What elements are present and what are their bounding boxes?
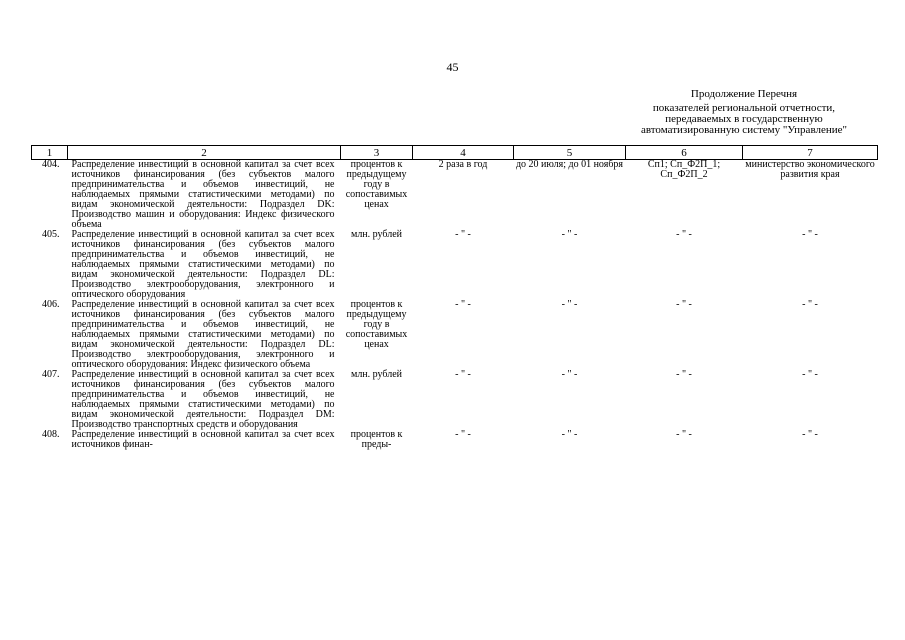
- header-row: [32, 146, 878, 160]
- row-number: 404.: [42, 159, 60, 170]
- deadline-cell: до 20 июля; до 01 ноября: [515, 159, 624, 170]
- responsible-cell: - " -: [802, 369, 818, 380]
- row-number: 407.: [42, 369, 60, 380]
- unit-cell: процентов к преды-: [350, 429, 403, 450]
- header-cell: 3: [341, 146, 413, 160]
- unit-cell: процентов к предыдущему году в сопоставимых ценах: [345, 159, 408, 210]
- page-number: 45: [446, 60, 459, 74]
- form-cell: - " -: [676, 369, 692, 380]
- responsible-cell: - " -: [802, 229, 818, 240]
- indicator-name: Распределение инвестиций в основной капитал за счет всех источников финансирования (без субъектов малого предпринимательства и объемов инвестиций, не наблюдаемых прямыми статистическими методами) по видам экономической деятельности: Подраздел DL: Производство электрооборудования, электронного и оптического оборудования: [71, 229, 335, 300]
- indicator-name: Распределение инвестиций в основной капитал за счет всех источников финансирования (без субъектов малого предпринимательства и объемов инвестиций, не наблюдаемых прямыми статистическими методами) по видам экономической деятельности: Подраздел DL: Производство электрооборудования, электронного и оптического оборудования: Индекс физического объема: [71, 299, 335, 370]
- deadline-cell: - " -: [561, 229, 578, 240]
- caption-title: Продолжение Перечня: [690, 88, 798, 100]
- table-row: [32, 430, 878, 450]
- row-number: 408.: [42, 429, 60, 440]
- indicators-table: [31, 145, 878, 450]
- row-number: 406.: [42, 299, 60, 310]
- indicator-name: Распределение инвестиций в основной капитал за счет всех источников финан-: [71, 429, 335, 450]
- caption-line: автоматизированную систему "Управление": [640, 124, 848, 136]
- form-cell: Сп1; Сп_Ф2П_1; Сп_Ф2П_2: [647, 159, 721, 180]
- deadline-cell: - " -: [561, 299, 578, 310]
- row-number: 405.: [42, 229, 60, 240]
- responsible-cell: министерство экономического развития края: [745, 159, 875, 180]
- table-row: [32, 300, 878, 370]
- header-cell: 6: [626, 146, 743, 160]
- frequency-cell: - " -: [455, 429, 471, 440]
- unit-cell: млн. рублей: [350, 229, 403, 240]
- deadline-cell: - " -: [561, 369, 578, 380]
- header-cell: 2: [68, 146, 341, 160]
- responsible-cell: - " -: [802, 299, 818, 310]
- table-row: [32, 370, 878, 430]
- indicator-name: Распределение инвестиций в основной капитал за счет всех источников финансирования (без субъектов малого предпринимательства и объемов инвестиций, не наблюдаемых прямыми статистическими методами) по видам экономической деятельности: Подраздел DM: Производство транспортных средств и оборудования: [71, 369, 335, 430]
- frequency-cell: - " -: [455, 229, 471, 240]
- unit-cell: процентов к предыдущему году в сопоставимых ценах: [345, 299, 408, 350]
- frequency-cell: - " -: [455, 299, 471, 310]
- document-caption: [612, 89, 876, 136]
- responsible-cell: - " -: [802, 429, 818, 440]
- header-cell: 5: [514, 146, 626, 160]
- form-cell: - " -: [676, 299, 692, 310]
- indicator-name: Распределение инвестиций в основной капитал за счет всех источников финансирования (без субъектов малого предпринимательства и объемов инвестиций, не наблюдаемых прямыми статистическими методами) по видам экономической деятельности: Подраздел DK: Производство машин и оборудования: Индекс физического объема: [71, 159, 335, 230]
- header-cell: 4: [413, 146, 514, 160]
- unit-cell: млн. рублей: [350, 369, 403, 380]
- header-cell: 7: [743, 146, 878, 160]
- frequency-cell: - " -: [455, 369, 471, 380]
- table-row: [32, 230, 878, 300]
- caption-line: показателей региональной отчетности,: [652, 102, 836, 114]
- form-cell: - " -: [676, 229, 692, 240]
- header-cell: 1: [32, 146, 68, 160]
- table-row: [32, 160, 878, 231]
- deadline-cell: - " -: [561, 429, 578, 440]
- frequency-cell: 2 раза в год: [438, 159, 488, 170]
- caption-line: передаваемых в государственную: [665, 113, 823, 125]
- form-cell: - " -: [676, 429, 692, 440]
